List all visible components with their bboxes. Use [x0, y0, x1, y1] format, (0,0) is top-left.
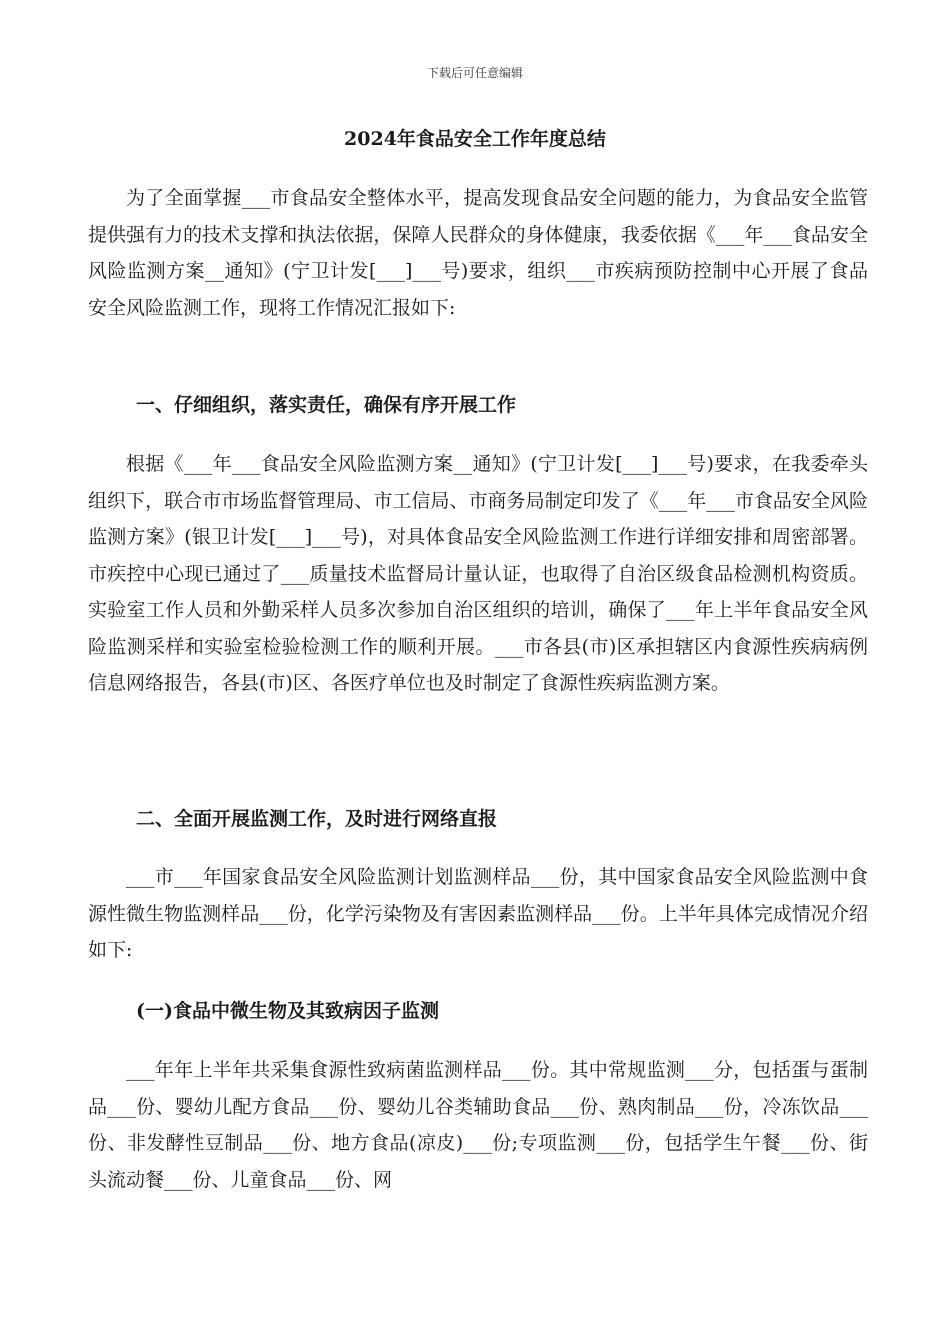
subsection1-heading: (一)食品中微生物及其致病因子监测 — [136, 1000, 439, 1022]
section1-heading: 一、仔细组织，落实责任，确保有序开展工作 — [136, 394, 517, 416]
intro-paragraph: 为了全面掌握___市食品安全整体水平，提高发现食品安全问题的能力，为食品安全监管提供强有力的技术支撑和执法依据，保障人民群众的身体健康，我委依据《___年___食品安全风险监测方案__通知》(宁卫计发[___]___号)要求，组织___市疾病预防控制中心开展了食品安全风险监测工作，现将工作情况汇报如下: — [88, 187, 868, 319]
section2-heading: 二、全面开展监测工作，及时进行网络直报 — [136, 808, 498, 830]
header-note: 下载后可任意编辑 — [426, 66, 523, 80]
section2-paragraph: ___市___年国家食品安全风险监测计划监测样品___份，其中国家食品安全风险监测中食源性微生物监测样品___份，化学污染物及有害因素监测样品___份。上半年具体完成情况介绍如下: — [88, 866, 868, 961]
document-title: 2024年食品安全工作年度总结 — [344, 128, 606, 150]
subsection1-paragraph: ___年年上半年共采集食源性致病菌监测样品___份。其中常规监测___分，包括蛋与蛋制品___份、婴幼儿配方食品___份、婴幼儿谷类辅助食品___份、熟肉制品___份，冷冻饮品___份、非发酵性豆制品___份、地方食品(凉皮)___份;专项监测___份，包括学生午餐___份、街头流动餐___份、儿童食品___份、网 — [88, 1059, 868, 1191]
section1-paragraph: 根据《___年___食品安全风险监测方案__通知》(宁卫计发[___]___号)要求，在我委牵头组织下，联合市市场监督管理局、市工信局、市商务局制定印发了《___年___市食品安全风险监测方案》(银卫计发[___]___号)，对具体食品安全风险监测工作进行详细安排和周密部署。市疾控中心现已通过了___质量技术监督局计量认证，也取得了自治区级食品检测机构资质。实验室工作人员和外勤采样人员多次参加自治区组织的培训，确保了___年上半年食品安全风险监测采样和实验室检验检测工作的顺利开展。___市各县(市)区承担辖区内食源性疾病病例信息网络报告，各县(市)区、各医疗单位也及时制定了食源性疾病监测方案。 — [88, 453, 868, 694]
